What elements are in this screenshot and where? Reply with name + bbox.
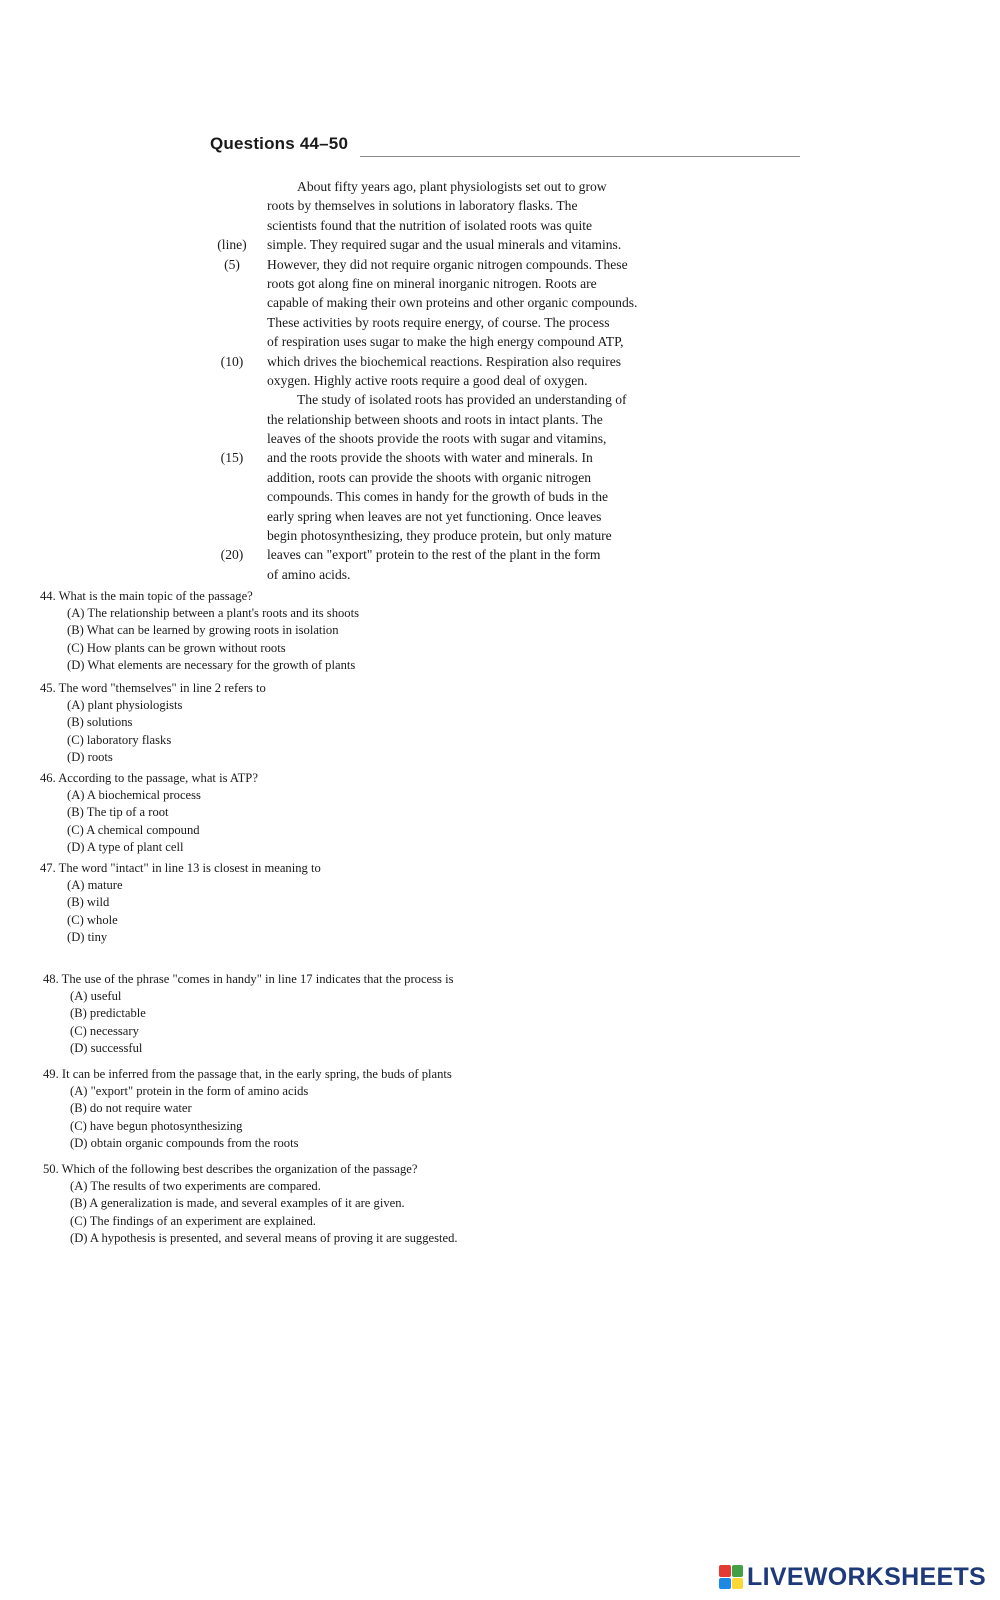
passage-text: early spring when leaves are not yet functioning. Once leaves [267, 508, 602, 524]
passage-line [210, 371, 790, 390]
answer-option: (B) The tip of a root [67, 805, 169, 820]
passage-line [210, 196, 790, 215]
passage-line [210, 390, 790, 409]
passage-text: However, they did not require organic nitrogen compounds. These [267, 256, 628, 272]
answer-option: (B) do not require water [70, 1101, 192, 1116]
question-50 [40, 1161, 660, 1247]
passage-line [210, 216, 790, 235]
passage-line [210, 255, 790, 274]
answer-option: (C) How plants can be grown without roots [67, 640, 286, 655]
answer-option: (C) A chemical compound [67, 822, 200, 837]
question-48 [40, 971, 660, 1057]
liveworksheets-logo [719, 1562, 986, 1592]
passage-line [210, 235, 790, 254]
heading-rule [360, 156, 800, 157]
answer-option: (B) solutions [67, 715, 133, 730]
question-49 [40, 1066, 660, 1152]
answer-option: (D) successful [70, 1040, 143, 1055]
answer-option: (A) "export" protein in the form of amino acids [70, 1084, 309, 1098]
passage-text: About fifty years ago, plant physiologists set out to grow [297, 179, 607, 194]
passage-text: which drives the biochemical reactions. Respiration also requires [267, 353, 622, 369]
line-number: (15) [220, 450, 244, 466]
passage-line [210, 507, 790, 526]
answer-option: (D) A hypothesis is presented, and several means of proving it are suggested. [70, 1230, 458, 1245]
logo-text: LIVEWORKSHEETS [747, 1562, 986, 1591]
question-stem: 45. The word "themselves" in line 2 refers to [40, 681, 266, 695]
question-stem: 46. According to the passage, what is ATP? [40, 771, 258, 785]
answer-option: (C) laboratory flasks [67, 732, 172, 747]
passage-text: leaves of the shoots provide the roots with sugar and vitamins, [267, 431, 607, 447]
passage-line [210, 332, 790, 351]
passage-line [210, 410, 790, 429]
question-stem: 47. The word "intact" in line 13 is closest in meaning to [40, 861, 321, 875]
answer-option: (A) A biochemical process [67, 788, 201, 802]
question-46 [40, 770, 660, 856]
question-stem: 50. Which of the following best describes the organization of the passage? [43, 1162, 418, 1176]
section-heading: Questions 44–50 [210, 134, 349, 153]
answer-option: (B) A generalization is made, and several examples of it are given. [70, 1196, 405, 1211]
passage-text: begin photosynthesizing, they produce protein, but only mature [267, 528, 612, 544]
answer-option: (D) A type of plant cell [67, 839, 184, 854]
passage-line [210, 545, 790, 564]
answer-option: (A) The results of two experiments are compared. [70, 1179, 321, 1193]
passage-text: leaves can "export" protein to the rest of the plant in the form [267, 547, 601, 563]
question-stem: 49. It can be inferred from the passage that, in the early spring, the buds of plants [43, 1067, 452, 1081]
passage-line [210, 177, 790, 196]
reading-passage [210, 177, 790, 584]
passage-line [210, 526, 790, 545]
passage-text: and the roots provide the shoots with water and minerals. In [267, 450, 593, 466]
answer-option: (B) wild [67, 895, 110, 910]
passage-line [210, 468, 790, 487]
passage-text: oxygen. Highly active roots require a good deal of oxygen. [267, 372, 588, 388]
passage-text: of respiration uses sugar to make the high energy compound ATP, [267, 334, 624, 350]
passage-text: scientists found that the nutrition of isolated roots was quite [267, 217, 593, 233]
answer-option: (C) necessary [70, 1023, 139, 1038]
answer-option: (A) plant physiologists [67, 698, 183, 712]
answer-option: (B) What can be learned by growing roots in isolation [67, 623, 339, 638]
passage-line [210, 565, 790, 584]
passage-line [210, 313, 790, 332]
line-number: (5) [224, 256, 240, 272]
passage-text: The study of isolated roots has provided an understanding of [297, 392, 627, 408]
answer-option: (D) roots [67, 749, 113, 764]
answer-option: (C) whole [67, 912, 118, 927]
passage-text: capable of making their own proteins and other organic compounds. [267, 295, 638, 311]
line-number: (line) [217, 237, 247, 253]
question-47 [40, 860, 660, 946]
passage-line [210, 429, 790, 448]
passage-text: addition, roots can provide the shoots with organic nitrogen [267, 469, 592, 485]
answer-option: (D) What elements are necessary for the growth of plants [67, 657, 356, 672]
passage-line [210, 487, 790, 506]
passage-text: the relationship between shoots and roots in intact plants. The [267, 411, 603, 427]
passage-text: roots got along fine on mineral inorganic nitrogen. Roots are [267, 275, 597, 291]
passage-text: These activities by roots require energy, of course. The process [267, 314, 610, 330]
answer-option: (C) have begun photosynthesizing [70, 1118, 243, 1133]
answer-option: (B) predictable [70, 1006, 146, 1021]
logo-icon [719, 1565, 743, 1589]
answer-option: (D) tiny [67, 929, 108, 944]
question-44 [40, 588, 660, 674]
question-45 [40, 680, 660, 766]
question-stem: 48. The use of the phrase "comes in handy" in line 17 indicates that the process is [43, 972, 454, 986]
passage-line [210, 448, 790, 467]
passage-text: of amino acids. [267, 566, 351, 582]
answer-option: (A) mature [67, 878, 123, 892]
passage-line [210, 274, 790, 293]
line-number: (10) [220, 353, 244, 369]
passage-line [210, 352, 790, 371]
line-number: (20) [220, 547, 244, 563]
passage-line [210, 293, 790, 312]
answer-option: (A) useful [70, 989, 122, 1003]
answer-option: (A) The relationship between a plant's roots and its shoots [67, 606, 359, 620]
passage-text: roots by themselves in solutions in laboratory flasks. The [267, 198, 578, 214]
passage-text: compounds. This comes in handy for the growth of buds in the [267, 489, 609, 505]
question-stem: 44. What is the main topic of the passage? [40, 589, 253, 603]
answer-option: (D) obtain organic compounds from the roots [70, 1135, 299, 1150]
answer-option: (C) The findings of an experiment are explained. [70, 1213, 316, 1228]
passage-text: simple. They required sugar and the usual minerals and vitamins. [267, 237, 622, 253]
